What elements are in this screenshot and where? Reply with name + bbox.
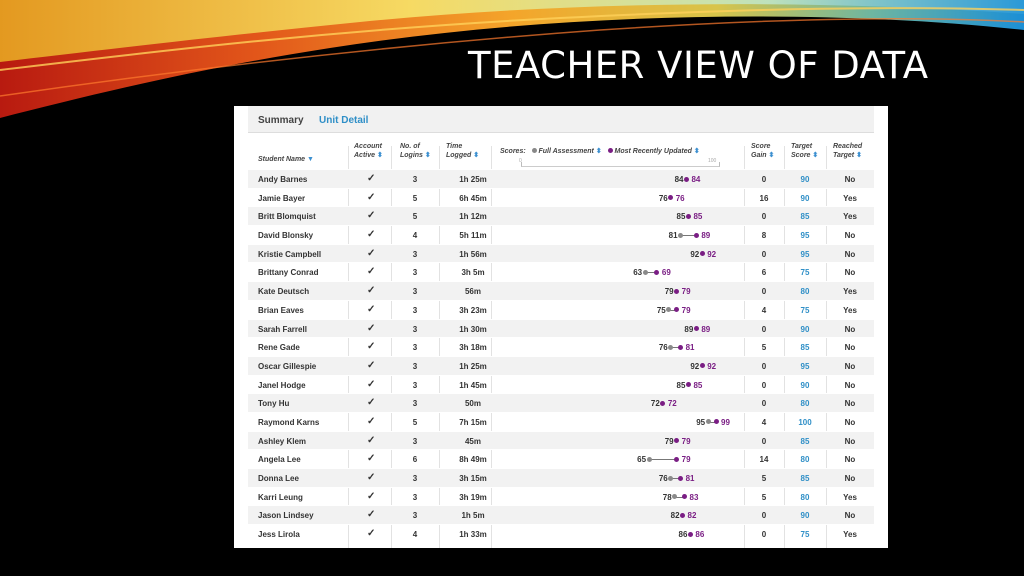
reached-target-value: No [844, 343, 856, 353]
reached-target-value: Yes [843, 212, 857, 222]
full-assessment-dot [668, 476, 673, 481]
score-gain-value: 0 [761, 287, 767, 297]
full-assessment-legend-icon [532, 148, 537, 153]
target-score-value: 100 [798, 417, 812, 427]
score-gain-value: 5 [761, 343, 767, 353]
target-score-value: 90 [800, 511, 810, 521]
header-full-assessment[interactable]: Full Assessment [538, 148, 594, 155]
header-time-logged[interactable]: Time Logged ⬍ [446, 143, 480, 159]
most-recent-value: 83 [689, 492, 699, 502]
tab-bar [248, 106, 874, 133]
time-logged-value: 1h 33m [459, 530, 487, 540]
reached-target-value: No [844, 380, 856, 390]
header-account-active[interactable]: Account Active ⬍ [354, 143, 383, 159]
student-name[interactable]: Sarah Farrell [258, 324, 307, 334]
table-row[interactable] [248, 468, 874, 487]
full-assessment-dot [668, 345, 673, 350]
full-assessment-value: 89 [684, 324, 694, 334]
most-recent-dot [686, 214, 691, 219]
account-active-check-icon: ✓ [367, 266, 376, 278]
time-logged-value: 3h 5m [461, 268, 485, 278]
time-logged-value: 1h 56m [459, 249, 487, 259]
full-assessment-dot [706, 419, 711, 424]
table-row[interactable] [248, 206, 874, 225]
table-row[interactable] [248, 188, 874, 207]
most-recent-value: 86 [695, 530, 705, 540]
student-name[interactable]: Karri Leung [258, 492, 303, 502]
target-score-value: 95 [800, 361, 810, 371]
time-logged-value: 45m [464, 436, 481, 446]
sort-icon: ⬍ [693, 148, 700, 155]
logins-value: 4 [412, 530, 418, 540]
most-recent-value: 92 [707, 249, 717, 259]
student-name[interactable]: Donna Lee [258, 474, 299, 483]
table-row[interactable] [248, 431, 874, 450]
most-recent-value: 72 [667, 399, 677, 409]
score-gain-value: 0 [761, 530, 767, 540]
logins-value: 3 [412, 343, 418, 353]
student-table-body [248, 169, 874, 543]
reached-target-value: No [844, 436, 856, 446]
logins-value: 3 [412, 492, 418, 502]
target-score-value: 85 [800, 212, 810, 222]
score-gain-value: 0 [761, 175, 767, 184]
account-active-check-icon: ✓ [367, 303, 376, 315]
header-student-name[interactable]: Student Name ▼ [258, 156, 314, 163]
time-logged-value: 3h 19m [459, 492, 487, 502]
header-target-score[interactable]: Target Score ⬍ [791, 143, 819, 159]
student-name[interactable]: Andy Barnes [258, 175, 308, 184]
target-score-value: 75 [800, 305, 810, 315]
reached-target-value: No [844, 175, 856, 184]
most-recent-dot [678, 345, 683, 350]
target-score-value: 75 [800, 530, 810, 540]
target-score-value: 85 [800, 474, 810, 483]
full-assessment-value: 92 [690, 249, 700, 259]
student-name[interactable]: Jamie Bayer [258, 193, 306, 203]
sort-icon: ⬍ [473, 152, 480, 159]
target-score-value: 90 [800, 175, 810, 184]
target-score-value: 85 [800, 343, 810, 353]
student-name[interactable]: Oscar Gillespie [258, 361, 317, 371]
most-recent-value: 82 [687, 511, 697, 521]
full-assessment-value: 79 [664, 436, 674, 446]
score-gain-value: 0 [761, 324, 767, 334]
target-score-value: 80 [800, 455, 810, 465]
score-gain-value: 0 [761, 249, 767, 259]
most-recent-value: 79 [681, 455, 691, 465]
table-row[interactable] [248, 487, 874, 506]
student-name[interactable]: Brian Eaves [258, 305, 304, 315]
target-score-value: 75 [800, 268, 810, 278]
student-name[interactable]: Raymond Karns [258, 417, 320, 427]
most-recent-value: 89 [701, 324, 711, 334]
time-logged-value: 1h 25m [459, 361, 487, 371]
reached-target-value: Yes [843, 530, 857, 540]
most-recent-dot [688, 532, 693, 537]
account-active-check-icon: ✓ [367, 173, 376, 184]
sort-icon: ⬍ [768, 152, 775, 159]
account-active-check-icon: ✓ [367, 434, 376, 446]
account-active-check-icon: ✓ [367, 453, 376, 465]
most-recent-legend-icon [608, 148, 613, 153]
most-recent-value: 92 [707, 361, 717, 371]
table-row[interactable] [248, 524, 874, 543]
most-recent-value: 89 [701, 231, 711, 241]
reached-target-value: No [844, 417, 856, 427]
reached-target-value: No [844, 361, 856, 371]
most-recent-dot [694, 326, 699, 331]
reached-target-value: No [844, 324, 856, 334]
score-gain-value: 6 [761, 268, 767, 278]
score-gain-value: 0 [761, 436, 767, 446]
most-recent-value: 69 [661, 268, 671, 278]
score-gain-value: 0 [761, 380, 767, 390]
most-recent-dot [668, 195, 673, 200]
most-recent-value: 85 [693, 380, 703, 390]
table-row[interactable] [248, 319, 874, 338]
account-active-check-icon: ✓ [367, 322, 376, 334]
most-recent-dot [660, 401, 665, 406]
logins-value: 5 [412, 193, 418, 203]
logins-value: 3 [412, 305, 418, 315]
sort-icon: ⬍ [856, 152, 862, 159]
header-most-recent[interactable]: Most Recently Updated [614, 148, 692, 155]
logins-value: 4 [412, 231, 418, 241]
account-active-check-icon: ✓ [367, 247, 376, 259]
logins-value: 3 [412, 399, 418, 409]
most-recent-value: 81 [685, 343, 695, 353]
student-name[interactable]: Janel Hodge [258, 380, 306, 390]
full-assessment-value: 76 [658, 474, 668, 483]
score-gain-value: 0 [761, 399, 767, 409]
reached-target-value: No [844, 249, 856, 259]
header-score-gain[interactable]: Score Gain ⬍ [751, 143, 775, 159]
logins-value: 3 [412, 380, 418, 390]
most-recent-dot [654, 270, 659, 275]
student-name[interactable]: Kristie Campbell [258, 249, 322, 259]
reached-target-value: Yes [843, 305, 857, 315]
time-logged-value: 56m [464, 287, 481, 297]
sort-icon: ⬍ [376, 152, 383, 159]
account-active-check-icon: ✓ [367, 229, 376, 241]
target-score-value: 90 [800, 193, 810, 203]
account-active-check-icon: ✓ [367, 210, 376, 222]
full-assessment-value: 86 [678, 530, 688, 540]
full-assessment-value: 72 [650, 399, 660, 409]
most-recent-dot [678, 476, 683, 481]
header-scores: Scores: Full Assessment ⬍ Most Recently Updated ⬍ [500, 148, 700, 155]
score-gain-value: 16 [759, 193, 769, 203]
time-logged-value: 1h 30m [459, 324, 487, 334]
logins-value: 3 [412, 175, 418, 184]
full-assessment-value: 63 [633, 268, 643, 278]
most-recent-dot [694, 233, 699, 238]
account-active-check-icon: ✓ [367, 191, 376, 203]
student-name[interactable]: Jess Lirola [258, 530, 300, 540]
time-logged-value: 3h 18m [459, 343, 487, 353]
time-logged-value: 8h 49m [459, 455, 487, 465]
full-assessment-value: 85 [676, 380, 686, 390]
full-assessment-value: 82 [670, 511, 680, 521]
full-assessment-value: 75 [656, 305, 666, 315]
table-row[interactable] [248, 262, 874, 281]
logins-value: 3 [412, 287, 418, 297]
full-assessment-value: 65 [637, 455, 647, 465]
time-logged-value: 1h 25m [459, 175, 487, 184]
sort-down-icon: ▼ [307, 156, 314, 163]
most-recent-value: 79 [681, 305, 691, 315]
most-recent-dot [674, 307, 679, 312]
student-name[interactable]: Kate Deutsch [258, 287, 310, 297]
student-name[interactable]: David Blonsky [258, 231, 314, 241]
time-logged-value: 1h 5m [461, 511, 485, 521]
full-assessment-dot [647, 457, 652, 462]
table-row[interactable] [248, 356, 874, 375]
table-row[interactable] [248, 169, 874, 188]
tab-unit-detail[interactable]: Unit Detail [319, 115, 369, 126]
target-score-value: 80 [800, 287, 810, 297]
score-gain-line [649, 459, 677, 460]
most-recent-value: 81 [685, 474, 695, 483]
reached-target-value: No [844, 455, 856, 465]
account-active-check-icon: ✓ [367, 341, 376, 353]
logins-value: 3 [412, 474, 418, 483]
account-active-check-icon: ✓ [367, 528, 376, 540]
target-score-value: 80 [800, 399, 810, 409]
score-gain-value: 5 [761, 474, 767, 483]
logins-value: 3 [412, 324, 418, 334]
score-gain-value: 8 [761, 231, 767, 241]
reached-target-value: Yes [843, 287, 857, 297]
most-recent-dot [674, 289, 679, 294]
score-gain-value: 14 [759, 455, 769, 465]
table-row[interactable] [248, 412, 874, 431]
target-score-value: 90 [800, 324, 810, 334]
score-gain-value: 4 [761, 305, 767, 315]
reached-target-value: Yes [843, 492, 857, 502]
most-recent-dot [700, 363, 705, 368]
full-assessment-value: 81 [668, 231, 678, 241]
reached-target-value: Yes [843, 193, 857, 203]
full-assessment-value: 79 [664, 287, 674, 297]
sort-icon: ⬍ [595, 148, 602, 155]
most-recent-dot [700, 251, 705, 256]
account-active-check-icon: ✓ [367, 472, 376, 483]
score-axis [521, 162, 720, 167]
target-score-value: 85 [800, 436, 810, 446]
logins-value: 5 [412, 417, 418, 427]
most-recent-value: 76 [675, 193, 685, 203]
table-row[interactable] [248, 393, 874, 412]
reached-target-value: No [844, 399, 856, 409]
account-active-check-icon: ✓ [367, 359, 376, 371]
student-name[interactable]: Britt Blomquist [258, 212, 316, 222]
reached-target-value: No [844, 474, 856, 483]
score-gain-value: 0 [761, 511, 767, 521]
logins-value: 3 [412, 268, 418, 278]
full-assessment-dot [666, 307, 671, 312]
time-logged-value: 5h 11m [459, 231, 487, 241]
most-recent-value: 84 [691, 175, 701, 184]
most-recent-dot [714, 419, 719, 424]
student-name[interactable]: Angela Lee [258, 455, 301, 465]
student-name[interactable]: Tony Hu [258, 399, 290, 409]
account-active-check-icon: ✓ [367, 397, 376, 409]
account-active-check-icon: ✓ [367, 378, 376, 390]
full-assessment-dot [672, 494, 677, 499]
table-row[interactable] [248, 375, 874, 394]
most-recent-dot [684, 177, 689, 182]
table-row[interactable] [248, 281, 874, 300]
account-active-check-icon: ✓ [367, 285, 376, 297]
target-score-value: 90 [800, 380, 810, 390]
most-recent-value: 79 [681, 287, 691, 297]
most-recent-dot [674, 438, 679, 443]
student-data-panel [234, 106, 888, 548]
account-active-check-icon: ✓ [367, 415, 376, 427]
logins-value: 5 [412, 212, 418, 222]
target-score-value: 95 [800, 231, 810, 241]
student-name[interactable]: Ashley Klem [258, 436, 307, 446]
header-reached-target[interactable]: Reached Target ⬍ [833, 143, 863, 159]
most-recent-dot [680, 513, 685, 518]
logins-value: 3 [412, 511, 418, 521]
slide-title: TEACHER VIEW OF DATA [468, 44, 929, 87]
account-active-check-icon: ✓ [367, 509, 376, 521]
time-logged-value: 50m [464, 399, 481, 409]
student-name[interactable]: Jason Lindsey [258, 511, 314, 521]
account-active-check-icon: ✓ [367, 490, 376, 502]
full-assessment-dot [678, 233, 683, 238]
time-logged-value: 3h 15m [459, 474, 487, 483]
time-logged-value: 1h 12m [459, 212, 487, 222]
logins-value: 3 [412, 436, 418, 446]
axis-min-label: 0 [519, 158, 522, 164]
reached-target-value: No [844, 231, 856, 241]
score-gain-value: 4 [761, 417, 767, 427]
student-name[interactable]: Rene Gade [258, 343, 300, 353]
full-assessment-value: 95 [696, 417, 706, 427]
table-row[interactable] [248, 449, 874, 468]
table-row[interactable] [248, 337, 874, 356]
sort-icon: ⬍ [812, 152, 819, 159]
student-name[interactable]: Brittany Conrad [258, 268, 319, 278]
table-row[interactable] [248, 300, 874, 319]
logins-value: 6 [412, 455, 418, 465]
target-score-value: 80 [800, 492, 810, 502]
logins-value: 3 [412, 249, 418, 259]
score-gain-value: 5 [761, 492, 767, 502]
reached-target-value: No [844, 511, 856, 521]
table-row[interactable] [248, 244, 874, 263]
most-recent-value: 85 [693, 212, 703, 222]
reached-target-value: No [844, 268, 856, 278]
tab-summary[interactable]: Summary [258, 115, 304, 126]
most-recent-dot [682, 494, 687, 499]
most-recent-value: 79 [681, 436, 691, 446]
time-logged-value: 7h 15m [459, 417, 487, 427]
header-no-of-logins[interactable]: No. of Logins ⬍ [400, 143, 431, 159]
score-gain-value: 0 [761, 212, 767, 222]
full-assessment-value: 85 [676, 212, 686, 222]
full-assessment-value: 92 [690, 361, 700, 371]
table-row[interactable] [248, 225, 874, 244]
time-logged-value: 1h 45m [459, 380, 487, 390]
full-assessment-value: 76 [658, 343, 668, 353]
most-recent-dot [674, 457, 679, 462]
most-recent-dot [686, 382, 691, 387]
full-assessment-value: 84 [674, 175, 684, 184]
most-recent-value: 99 [721, 417, 730, 427]
logins-value: 3 [412, 361, 418, 371]
table-row[interactable] [248, 505, 874, 524]
full-assessment-value: 76 [658, 193, 668, 203]
score-gain-value: 0 [761, 361, 767, 371]
full-assessment-value: 78 [662, 492, 672, 502]
full-assessment-dot [643, 270, 648, 275]
target-score-value: 95 [800, 249, 810, 259]
time-logged-value: 3h 23m [459, 305, 487, 315]
axis-max-label: 100 [708, 158, 717, 164]
sort-icon: ⬍ [424, 152, 431, 159]
time-logged-value: 6h 45m [459, 193, 487, 203]
